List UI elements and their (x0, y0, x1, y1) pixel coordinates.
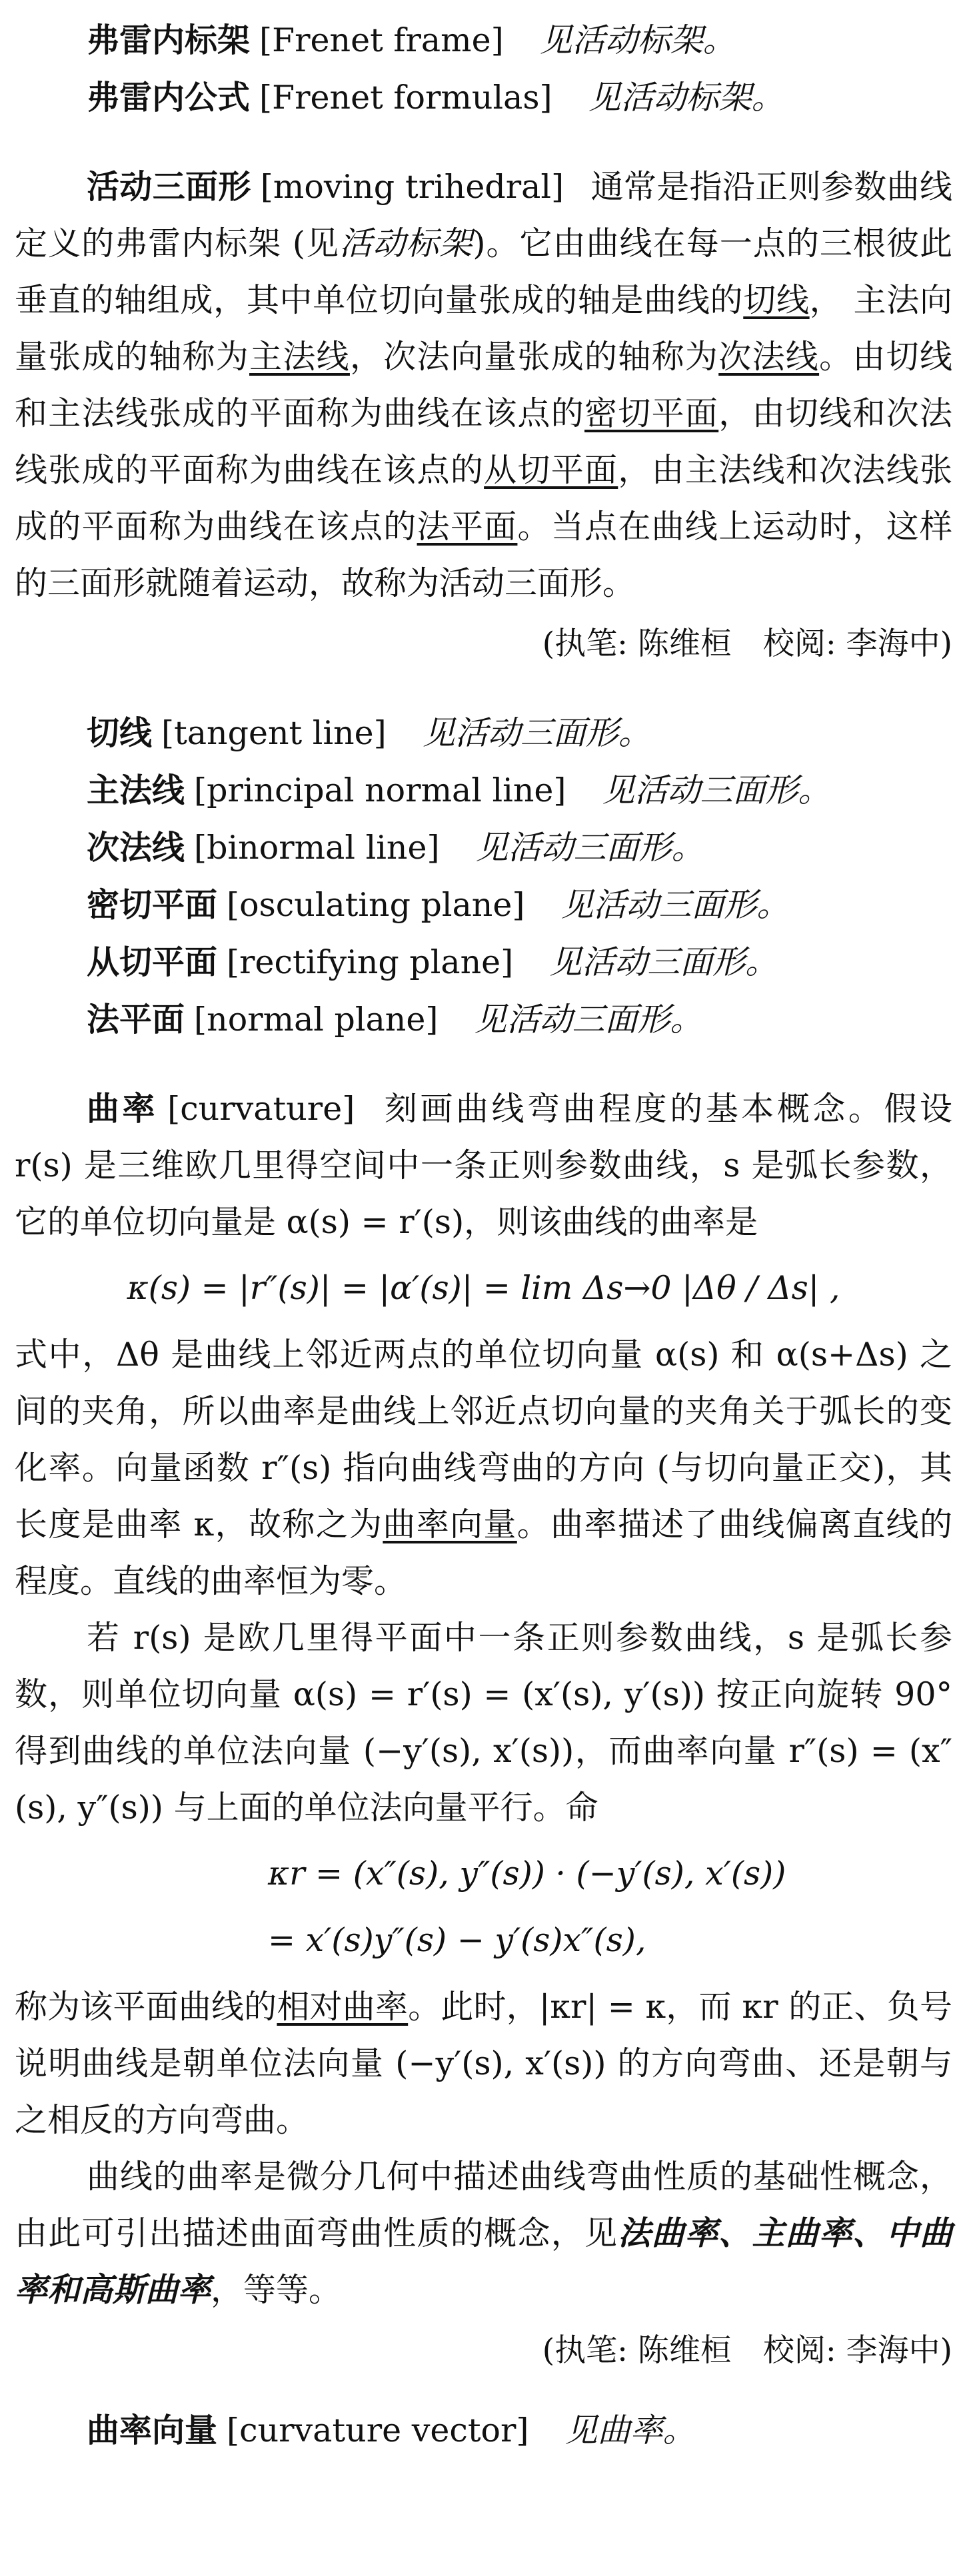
entry-english: [binormal line] (194, 829, 440, 867)
paragraph-relative-curvature: 称为该平面曲线的相对曲率。此时，|κr| = κ，而 κr 的正、负号说明曲线是朝单位法向量 (−y′(s), x′(s)) 的方向弯曲、还是朝与之相反的方向弯曲。 (15, 1988, 952, 2139)
entry-english: [Frenet formulas] (259, 79, 552, 117)
entry-see-reference: 见活动标架。 (539, 21, 736, 59)
entry-see-reference: 见活动三面形。 (422, 714, 651, 752)
entry-english: [normal plane] (194, 1001, 439, 1039)
entry-see-reference: 见活动三面形。 (474, 1001, 703, 1039)
entry-curvature: 曲率 [curvature] 刻画曲线弯曲程度的基本概念。假设 r(s) 是三维欧几里得空间中一条正则参数曲线，s 是弧长参数，它的单位切向量是 α(s) = r′(s)，则该曲线的曲率是 (15, 1090, 952, 1241)
entry-english: [moving trihedral] (260, 168, 564, 206)
entry-headword: 活动三面形 (87, 168, 251, 206)
term-osculating-plane: 密切平面 (584, 394, 719, 432)
term-tangent-line: 切线 (743, 281, 810, 319)
entry-see-reference: 见活动三面形。 (560, 886, 790, 924)
entry-see-reference: 见活动三面形。 (475, 829, 704, 867)
entry-see-reference: 见活动标架。 (588, 79, 784, 117)
signature: (执笔: 陈维桓 校阅: 李海中) (542, 626, 952, 662)
formula-relative-curvature-line1: κr = (x″(s), y″(s)) · (−y′(s), x′(s)) (268, 1855, 786, 1893)
paragraph-curvature-summary: 曲线的曲率是微分几何中描述曲线弯曲性质的基础性概念，由此可引出描述曲面弯曲性质的概念，见法曲率、主曲率、中曲率和高斯曲率，等等。 (15, 2158, 952, 2309)
term-normal-plane: 法平面 (417, 508, 518, 546)
term-binormal: 次法线 (718, 338, 820, 376)
entry-frenet-frame (15, 12, 952, 69)
entry-see-reference: 见曲率。 (564, 2411, 696, 2449)
term-relative-curvature: 相对曲率 (277, 1988, 409, 2026)
signature: (执笔: 陈维桓 校阅: 李海中) (542, 2332, 952, 2369)
entry-osculating-plane (15, 877, 952, 934)
entry-headword: 主法线 (87, 771, 185, 809)
entry-english: [osculating plane] (227, 886, 525, 924)
entry-principal-normal-line (15, 762, 952, 819)
entry-english: [curvature] (167, 1090, 355, 1128)
entry-tangent-line (15, 705, 952, 762)
formula-relative-curvature-line2: = x′(s)y″(s) − y′(s)x″(s), (268, 1921, 646, 1959)
paragraph-curvature-explanation: 式中，Δθ 是曲线上邻近两点的单位切向量 α(s) 和 α(s+Δs) 之间的夹角，所以曲率是曲线上邻近点切向量的夹角关于弧长的变化率。向量函数 r″(s) 指向曲线弯曲的方向 (与切向量正交)，其长度是曲率 κ，故称之为曲率向量。曲率描述了曲线偏离直线的程度。直线的曲率恒为零。 (15, 1336, 952, 1600)
term-curvature-vector: 曲率向量 (383, 1505, 517, 1543)
entry-english: [rectifying plane] (227, 943, 514, 981)
cross-reference: 法曲率、主曲率、中曲率和高斯曲率 (15, 2214, 952, 2309)
entry-rectifying-plane (15, 934, 952, 991)
entry-english: [principal normal line] (194, 771, 566, 809)
entry-frenet-formulas (15, 69, 952, 127)
entry-headword: 密切平面 (87, 886, 218, 924)
entry-see-reference: 见活动三面形。 (602, 771, 831, 809)
entry-moving-trihedral: 活动三面形 [moving trihedral] 通常是指沿正则参数曲线定义的弗雷内标架 (见活动标架)。它由曲线在每一点的三根彼此垂直的轴组成，其中单位切向量张成的轴是曲线的切线， 主法向量张成的轴称为主法线，次法向量张成的轴称为次法线。由切线和主法线张成的平面称为曲线在该点的密切平面，由切线和次法线张成的平面称为曲线在该点的从切平面，由主法线和次法线张成的平面称为曲线在该点的法平面。当点在曲线上运动时，这样的三面形就随着运动，故称为活动三面形。 (15, 168, 952, 602)
entry-english: [Frenet frame] (259, 21, 504, 59)
entry-english: [tangent line] (161, 714, 387, 752)
entry-curvature-vector (15, 2402, 952, 2459)
entry-headword: 曲率 (87, 1090, 159, 1128)
cross-reference: 活动标架 (339, 224, 473, 262)
entry-headword: 次法线 (87, 829, 185, 867)
entry-headword: 曲率向量 (87, 2411, 218, 2449)
entry-headword: 弗雷内公式 (87, 79, 251, 117)
entry-headword: 从切平面 (87, 943, 218, 981)
paragraph-plane-curve: 若 r(s) 是欧几里得平面中一条正则参数曲线，s 是弧长参数，则单位切向量 α(s) = r′(s) = (x′(s), y′(s)) 按正向旋转 90° 得到曲线的单位法向量 (−y′(s), x′(s))，而曲率向量 r″(s) = (x″(s), y″(s)) 与上面的单位法向量平行。命 (15, 1619, 952, 1827)
entry-headword: 切线 (87, 714, 153, 752)
entry-binormal-line (15, 819, 952, 877)
entry-english: [curvature vector] (227, 2411, 529, 2449)
entry-headword: 法平面 (87, 1001, 185, 1039)
entry-headword: 弗雷内标架 (87, 21, 251, 59)
term-principal-normal: 主法线 (249, 338, 350, 376)
term-rectifying-plane: 从切平面 (484, 451, 618, 489)
entry-normal-plane (15, 991, 952, 1049)
formula-curvature: κ(s) = |r″(s)| = |α′(s)| = lim Δs→0 |Δθ / Δs| , (127, 1269, 840, 1307)
entry-see-reference: 见活动三面形。 (549, 943, 778, 981)
